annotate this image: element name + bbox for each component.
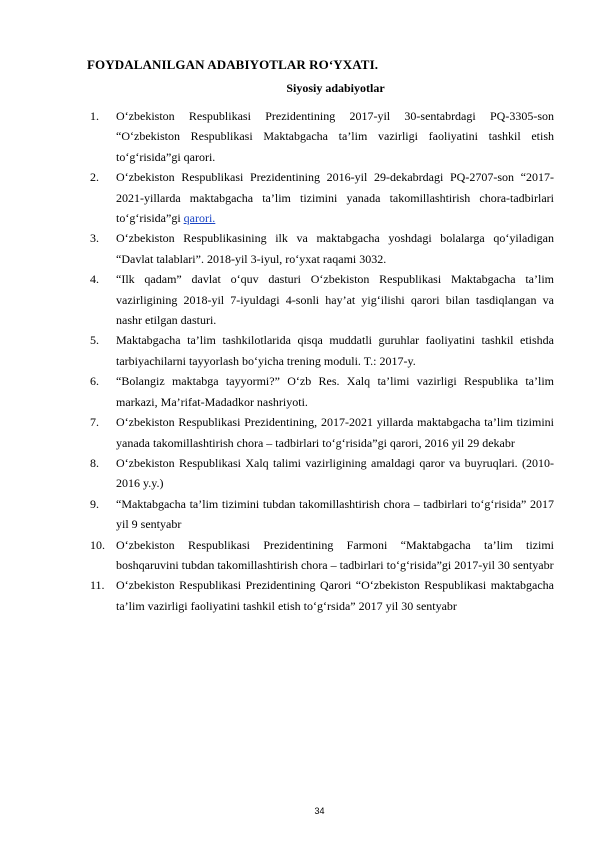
item-text: O‘zbekiston Respublikasining ilk va maktabgacha yoshdagi bolalarga qo‘yiladigan “Davlat talablari”. 2018-yil 3-iyul, ro‘yxat raqami 3032. [116, 231, 554, 266]
item-number: 8. [90, 455, 99, 470]
item-number: 9. [90, 496, 99, 511]
item-text: O‘zbekiston Respublikasi Xalq talimi vazirligining amaldagi qaror va buyruqlari. (2010-2016 y.y.) [116, 455, 554, 491]
item-number: 7. [90, 415, 99, 430]
list-item [90, 106, 554, 167]
item-text: O‘zbekiston Respublikasi Prezidentining, 2017-2021 yillarda maktabgacha ta’lim tizimini yanada takomillashtirish chora – tadbirlari to‘g‘risida”gi qarori, 2016 yil 29 dekabr [116, 415, 554, 450]
qarori-link[interactable]: qarori. [183, 211, 216, 226]
item-text: Maktabgacha ta’lim tashkilotlarida qisqa muddatli guruhlar faoliyatini tashkil etishda tarbiyachilarni tayyorlash bo‘yicha trening moduli. T.: 2017-y. [116, 333, 554, 368]
item-number: 3. [90, 231, 99, 246]
list-item [90, 453, 554, 494]
item-text: “Maktabgacha ta’lim tizimini tubdan takomillashtirish chora – tadbirlari to‘g‘risida” 2017 yil 9 sentyabr [116, 496, 554, 532]
list-item [90, 412, 554, 453]
item-number: 11. [90, 578, 105, 593]
item-number: 2. [90, 170, 99, 185]
item-number: 4. [90, 272, 99, 287]
item-number: 10. [90, 537, 105, 552]
item-number: 6. [90, 374, 99, 389]
page-number: 34 [314, 806, 325, 816]
item-text: O‘zbekiston Respublikasi Prezidentining 2016-yil 29-dekabrdagi PQ-2707-son “2017-2021-yillarda maktabgacha ta’lim tizimini yanada takomillashtirish chora-tadbirlari to‘g‘risida”gi [116, 170, 554, 226]
item-number: 5. [90, 333, 99, 348]
item-text: “Bolangiz maktabga tayyormi?” O‘zb Res. Xalq ta’limi vazirligi Respublika ta’lim markazi, Ma’rifat-Madadkor nashriyoti. [116, 374, 554, 409]
item-text: O‘zbekiston Respublikasi Prezidentining Farmoni “Maktabgacha ta’lim tizimi boshqaruvini tubdan takomillashtirish chora – tadbirlari to‘g‘risida”gi 2017-yil 30 sentyabr [116, 537, 554, 572]
list-item [90, 269, 554, 330]
list-item [90, 575, 554, 616]
item-text: “Ilk qadam” davlat o‘quv dasturi O‘zbekiston Respublikasi Maktabgacha ta’lim vazirligining 2018-yil 7-iyuldagi 4-sonli hay’at yig‘ilishi qarori bilan tasdiqlangan va nashr etilgan dasturi. [116, 272, 554, 328]
item-text-wrap [116, 167, 554, 228]
page-title: FOYDALANILGAN ADABIYOTLAR RO‘YXATI. [87, 57, 379, 72]
list-item [90, 371, 554, 412]
section-subtitle: Siyosiy adabiyotlar [286, 81, 385, 95]
list-item [90, 167, 554, 228]
list-item [90, 535, 554, 576]
list-item [90, 494, 554, 535]
list-item [90, 228, 554, 269]
list-item [90, 330, 554, 371]
item-number: 1. [90, 109, 99, 123]
item-text: O‘zbekiston Respublikasi Prezidentining Qarori “O‘zbekiston Respublikasi maktabgacha ta’lim vazirligi faoliyatini tashkil etish to‘g‘rsida” 2017 yil 30 sentyabr [116, 578, 554, 613]
item-text: O‘zbekiston Respublikasi Prezidentining 2017-yil 30-sentabrdagi PQ-3305-son “O‘zbekiston Respublikasi Maktabgacha ta’lim vazirligi faoliyatini tashkil etish to‘g‘risida”gi qarori. [116, 109, 554, 164]
reference-list [90, 106, 554, 616]
